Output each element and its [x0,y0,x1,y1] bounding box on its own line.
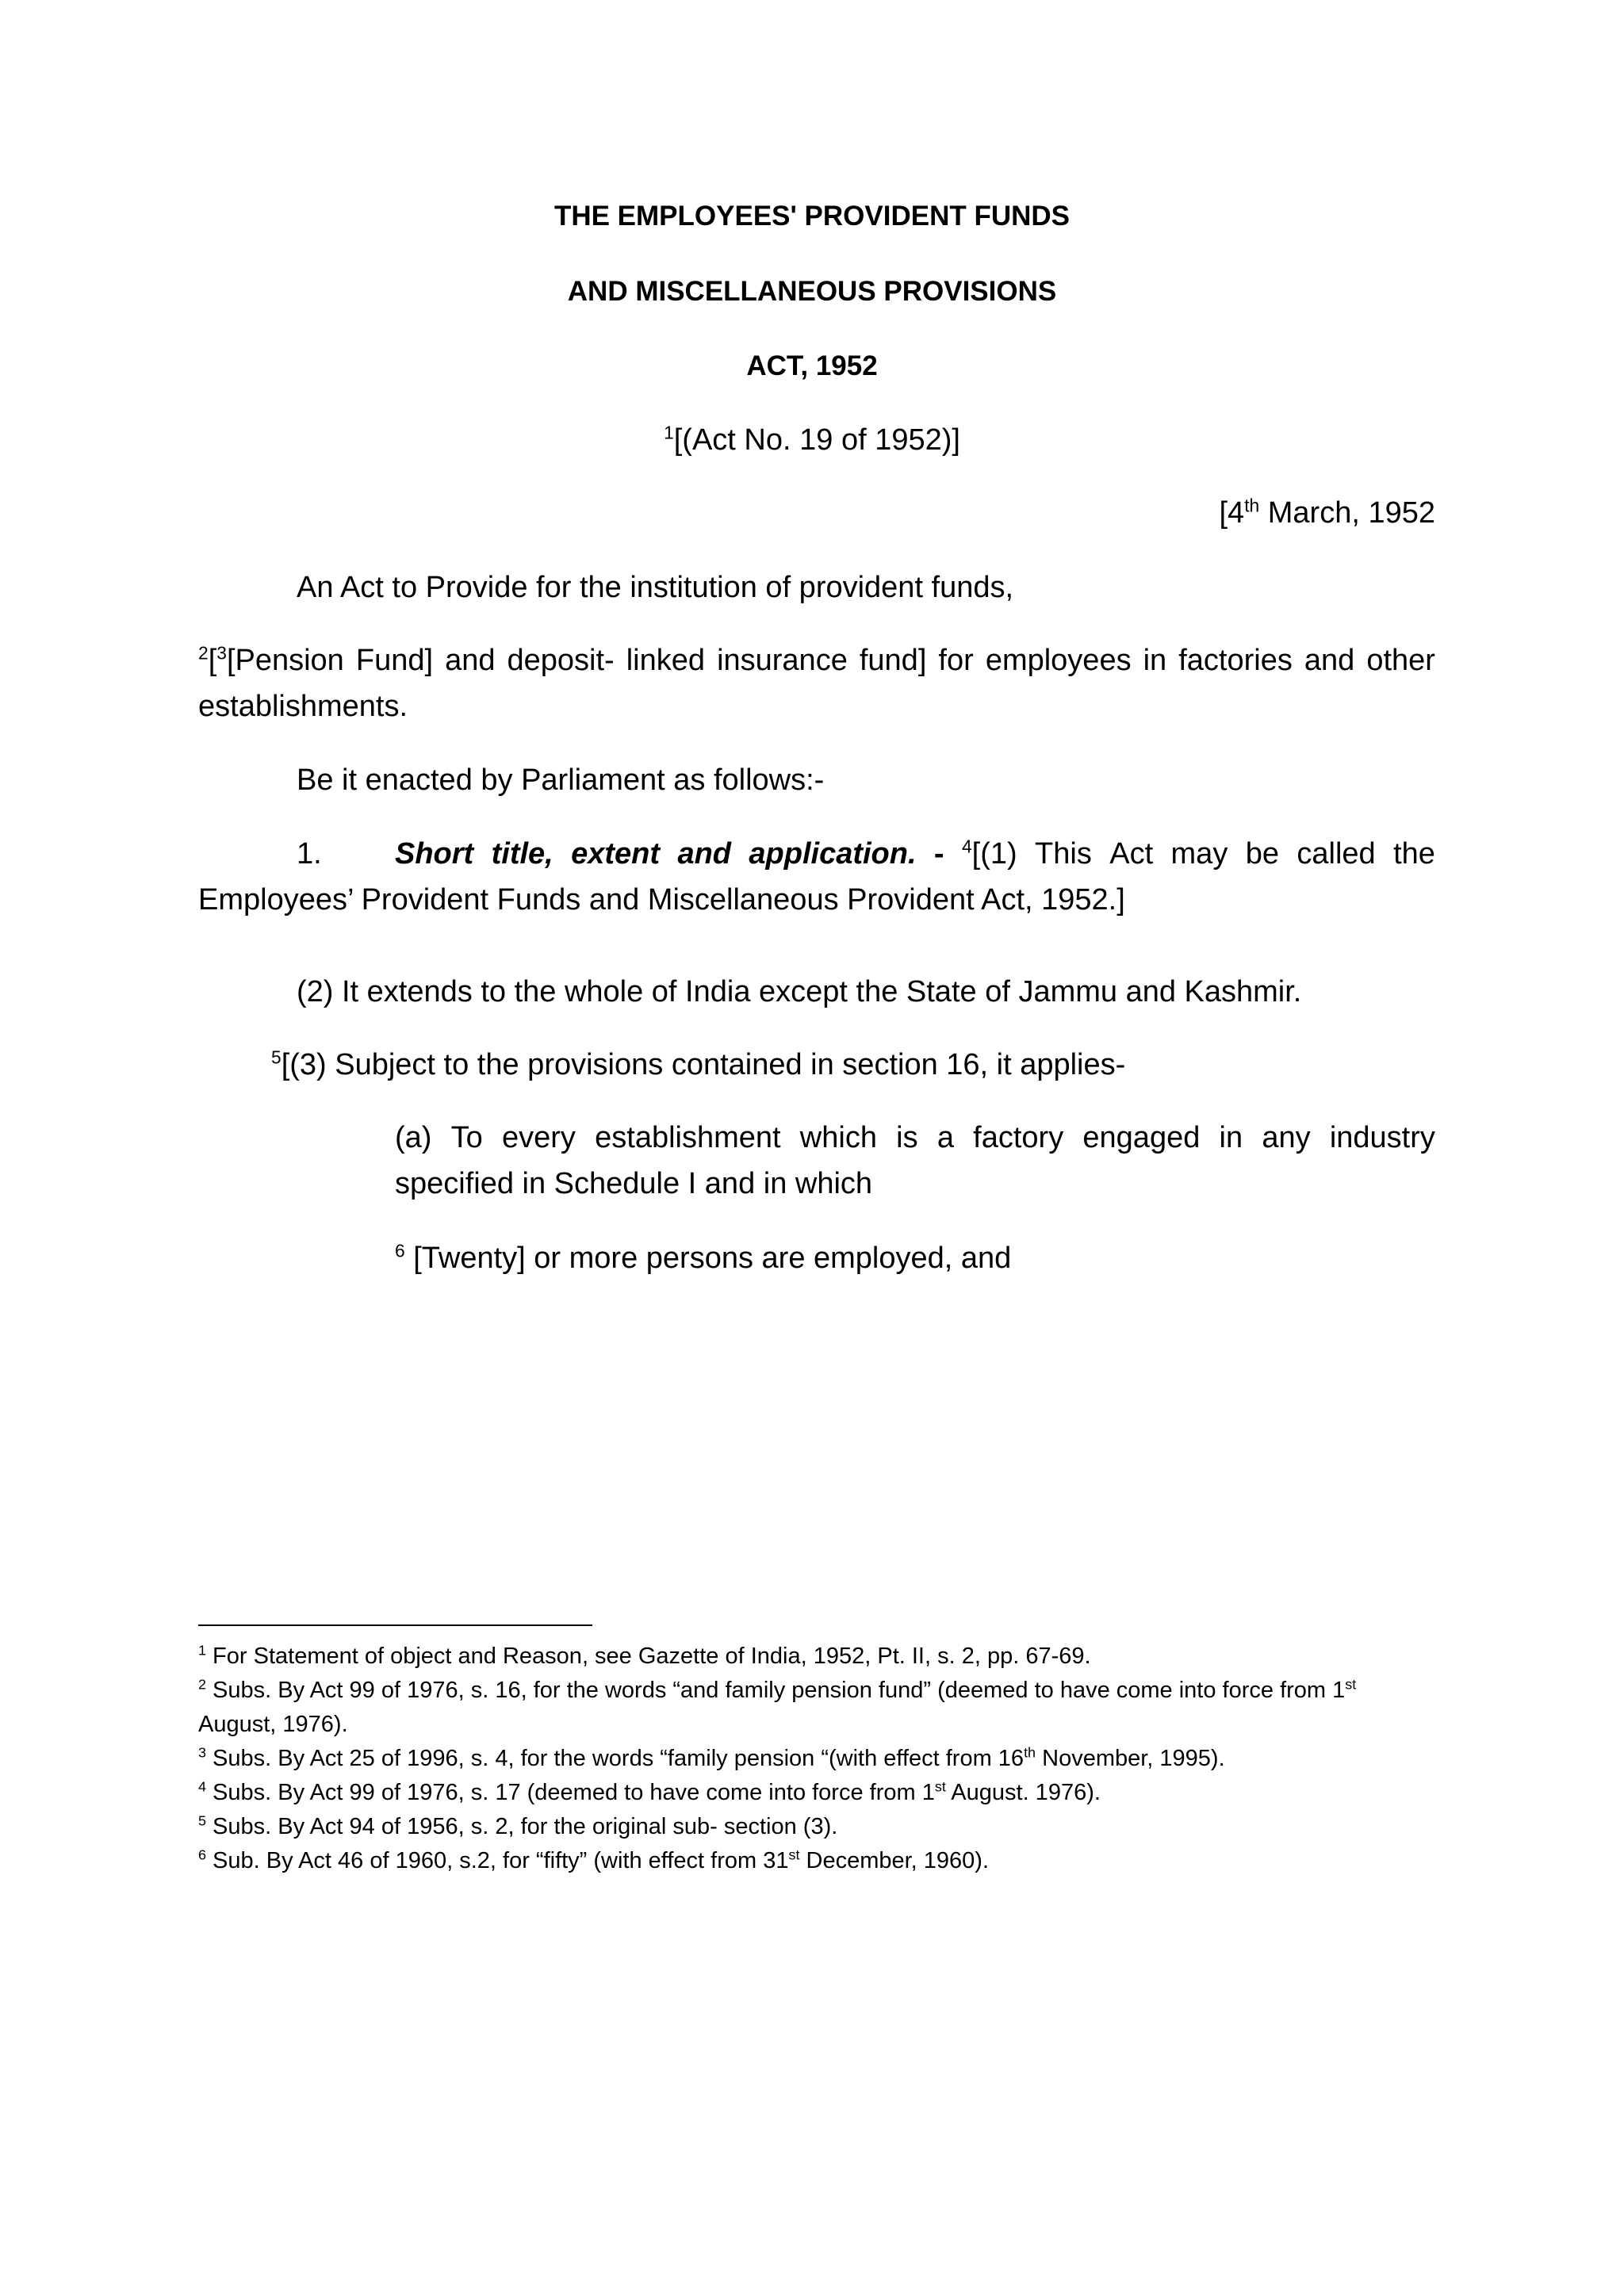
footnote-5-text: Subs. By Act 94 of 1956, s. 2, for the original sub- section (3). [206,1814,838,1839]
footnote-6-text-b: December, 1960). [799,1848,990,1873]
section-heading-word: application. [749,837,917,871]
section-1-text-word: may [1170,837,1228,871]
footnote-4-number: 4 [198,1778,206,1795]
clause-a-line-1-word: any [1262,1121,1311,1154]
footnote-2 [198,1674,1435,1742]
footnote-ref-3: 3 [216,642,227,664]
preamble-line-2-word: Fund] [355,644,434,677]
preamble-line-2-word: and [1304,644,1355,677]
preamble-line-2-word: insurance [717,644,848,677]
clause-a-line-1-word: (a) [395,1121,432,1154]
preamble-line-2-word: fund] [859,644,927,677]
subsection-3 [271,1042,1125,1088]
clause-a-line-1-word: factory [973,1121,1064,1154]
preamble-line-2-word: [Pension [226,644,344,677]
section-number: 1. [297,837,322,871]
preamble-line-2-word: employees [985,644,1132,677]
clause-a-line-1-word: To [450,1121,483,1154]
clause-a-line-1-word: which [799,1121,877,1154]
footnote-5 [198,1810,1435,1844]
section-1-text-word: be [1245,837,1279,871]
clause-a-line-1-word: engaged [1082,1121,1201,1154]
preamble-paragraph [198,637,1435,729]
title-line-2: AND MISCELLANEOUS PROVISIONS [567,276,1057,307]
footnote-ref-5: 5 [271,1047,282,1068]
twenty-persons-text: [Twenty] or more persons are employed, and [404,1242,1012,1275]
preamble-line-2-words [227,637,1435,683]
section-1-text-word: the [1393,837,1435,871]
footnote-4-ordinal: st [934,1778,946,1795]
footnote-ref-4: 4 [961,836,972,857]
act-number-text: [(Act No. 19 of 1952)] [673,423,960,457]
preamble-line-1: An Act to Provide for the institution of provident funds, [297,571,1014,604]
clause-a-line-1-word: every [502,1121,576,1154]
preamble-refs [198,637,227,683]
section-heading-period: . [907,837,917,871]
footnote-3 [198,1742,1435,1776]
footnote-4 [198,1776,1435,1810]
footnote-6-text-a: Sub. By Act 46 of 1960, s.2, for “fifty” (with effect from 31 [206,1848,789,1873]
enactment-date [1219,490,1435,536]
date-month-year: March, 1952 [1259,496,1435,530]
footnote-2-number: 2 [198,1676,206,1693]
title-line-1: THE EMPLOYEES' PROVIDENT FUNDS [553,201,1071,232]
preamble-bracket: [ [208,644,217,677]
footnote-2-text-a: Subs. By Act 99 of 1976, s. 16, for the words “and family pension fund” (deemed to have come into force from 1 [206,1678,1346,1703]
twenty-persons-line [395,1235,1011,1281]
footnote-3-text-a: Subs. By Act 25 of 1996, s. 4, for the words “family pension “(with effect from 16 [206,1746,1025,1771]
clause-a-line-2: specified in Schedule I and in which [395,1167,873,1200]
footnote-4-text-b: August. 1976). [945,1780,1101,1805]
preamble-line-2-word: factories [1178,644,1293,677]
footnote-6-number: 6 [198,1846,206,1863]
clause-a-line-1-word: a [936,1121,954,1154]
footnote-4-text-a: Subs. By Act 99 of 1976, s. 17 (deemed to have come into force from 1 [206,1780,935,1805]
section-1-text-word: called [1297,837,1376,871]
footnote-2-ordinal: st [1345,1676,1357,1693]
clause-a-line-1-word: establishment [595,1121,781,1154]
section-1-text-word: $^4$[(1) [961,836,1017,871]
clause-a-line-1-word: industry [1329,1121,1435,1154]
footnote-3-text-b: November, 1995). [1036,1746,1225,1771]
section-heading-word: Short [395,837,474,871]
section-heading-word: extent [571,837,661,871]
section-1-line-1 [395,831,1435,877]
subsection-2: (2) It extends to the whole of India except the State of Jammu and Kashmir. [297,975,1302,1008]
footnote-1 [198,1640,1435,1674]
footnote-3-ordinal: th [1024,1744,1036,1761]
date-day: [4 [1219,496,1245,530]
act-number [0,417,1624,463]
title-line-3: ACT, 1952 [746,350,878,381]
subsection-3-text: [(3) Subject to the provisions contained in section 16, it applies- [281,1048,1126,1081]
preamble-line-2-word: for [938,644,974,677]
section-heading-word: and [677,837,731,871]
clause-a-line-1-word: in [1219,1121,1243,1154]
footnote-ref-2: 2 [198,642,209,664]
date-suffix: th [1244,495,1260,516]
footnote-1-text: For Statement of object and Reason, see Gazette of India, 1952, Pt. II, s. 2, pp. 67-69. [206,1644,1091,1669]
enactment-clause: Be it enacted by Parliament as follows:- [297,763,825,797]
footnote-5-number: 5 [198,1812,206,1829]
preamble-line-2-word: other [1366,644,1435,677]
footnote-1-number: 1 [198,1642,206,1659]
preamble-line-3: establishments. [198,690,408,723]
clause-a-line-1-word: is [896,1121,918,1154]
preamble-line-2-word: in [1143,644,1167,677]
section-1-text-word: Act [1109,837,1154,871]
footnote-3-number: 3 [198,1744,206,1761]
preamble-line-2 [198,637,1435,683]
section-1-line-2: Employees’ Provident Funds and Miscellaneous Provident Act, 1952.] [198,883,1125,916]
section-heading-word: title, [491,837,553,871]
section-heading-dash: - [933,837,944,871]
clause-a-line-1 [395,1115,1435,1161]
preamble-line-2-word: linked [626,644,706,677]
preamble-line-2-word: deposit- [507,644,615,677]
footnote-separator [198,1624,592,1626]
footnote-2-text-b: August, 1976). [198,1712,348,1737]
footnotes [198,1640,1435,1878]
footnote-ref-1: 1 [664,422,674,443]
footnote-6-ordinal: st [788,1846,800,1863]
section-1-text-word: This [1035,837,1092,871]
preamble-line-2-word: and [445,644,496,677]
footnote-6 [198,1844,1435,1878]
footnote-ref-6: 6 [395,1240,405,1261]
